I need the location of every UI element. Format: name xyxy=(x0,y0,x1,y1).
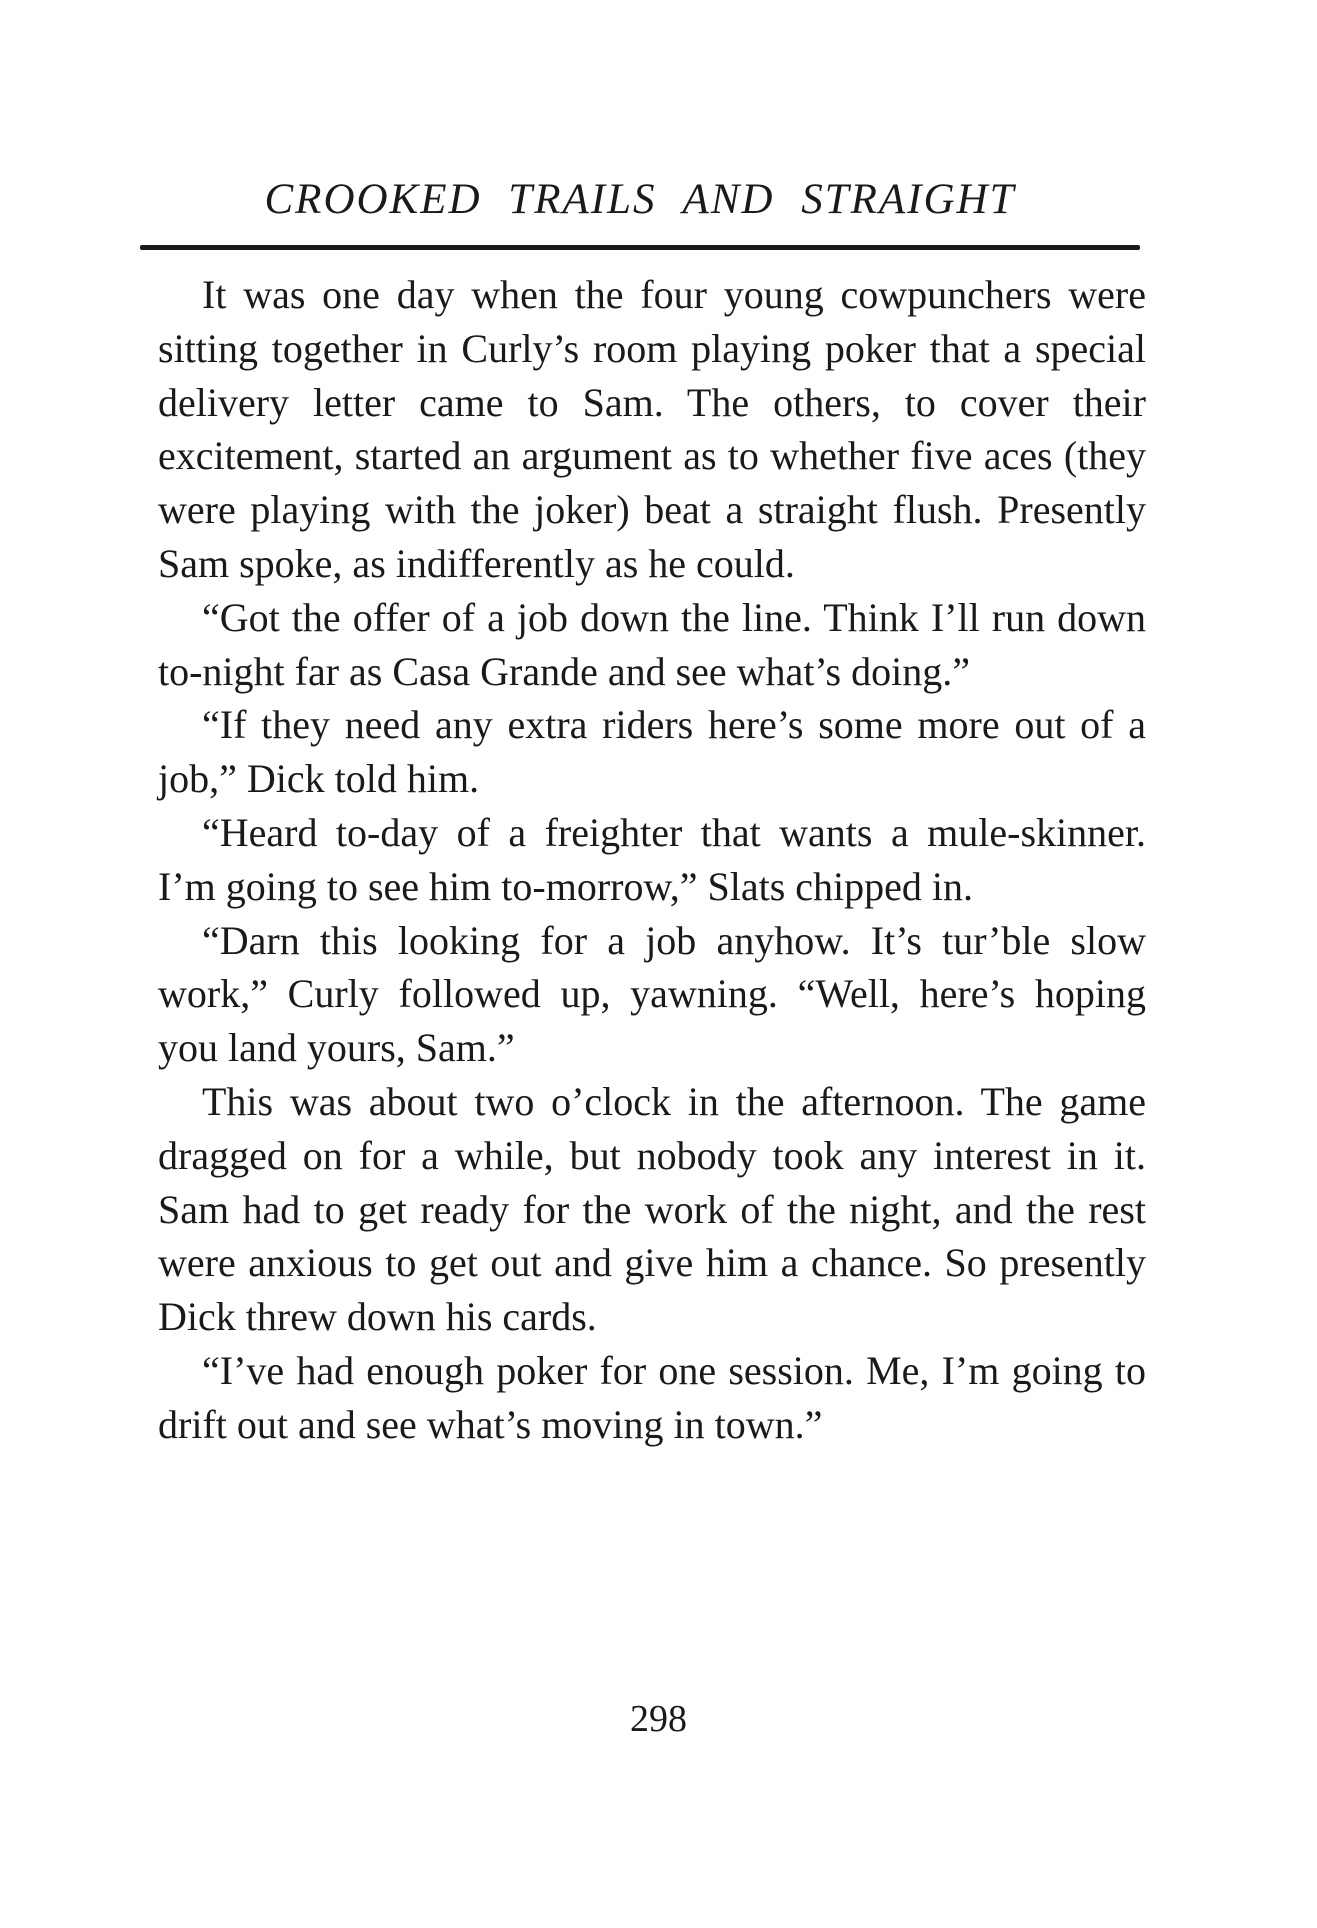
paragraph: This was about two o’clock in the afternoon. The game dragged on for a while, but nobody took any interest in it. Sam had to get ready for the work of the night, and the rest were anxious to get out and give him a chance. So presently Dick threw down his cards. xyxy=(158,1078,1146,1340)
running-head: CROOKED TRAILS AND STRAIGHT xyxy=(264,176,1016,223)
body-text xyxy=(158,268,1146,1452)
paragraph: “I’ve had enough poker for one session. Me, I’m going to drift out and see what’s moving in town.” xyxy=(158,1347,1146,1447)
paragraph: “Heard to-day of a freighter that wants a mule-skinner. I’m going to see him to-morrow,” Slats chipped in. xyxy=(158,809,1146,909)
paragraph: It was one day when the four young cowpunchers were sitting together in Curly’s room playing poker that a special delivery letter came to Sam. The others, to cover their excitement, started an argument as to whether five aces (they were playing with the joker) beat a straight flush. Presently Sam spoke, as indifferently as he could. xyxy=(158,272,1146,586)
paragraph: “Got the offer of a job down the line. Think I’ll run down to-night far as Casa Grande and see what’s doing.” xyxy=(158,594,1146,694)
header-rule xyxy=(140,245,1140,250)
paragraph: “Darn this looking for a job anyhow. It’s tur’ble slow work,” Curly followed up, yawning. “Well, here’s hoping you land yours, Sam.” xyxy=(158,917,1146,1071)
paragraph: “If they need any extra riders here’s some more out of a job,” Dick told him. xyxy=(158,702,1146,802)
page-number: 298 xyxy=(630,1698,687,1740)
